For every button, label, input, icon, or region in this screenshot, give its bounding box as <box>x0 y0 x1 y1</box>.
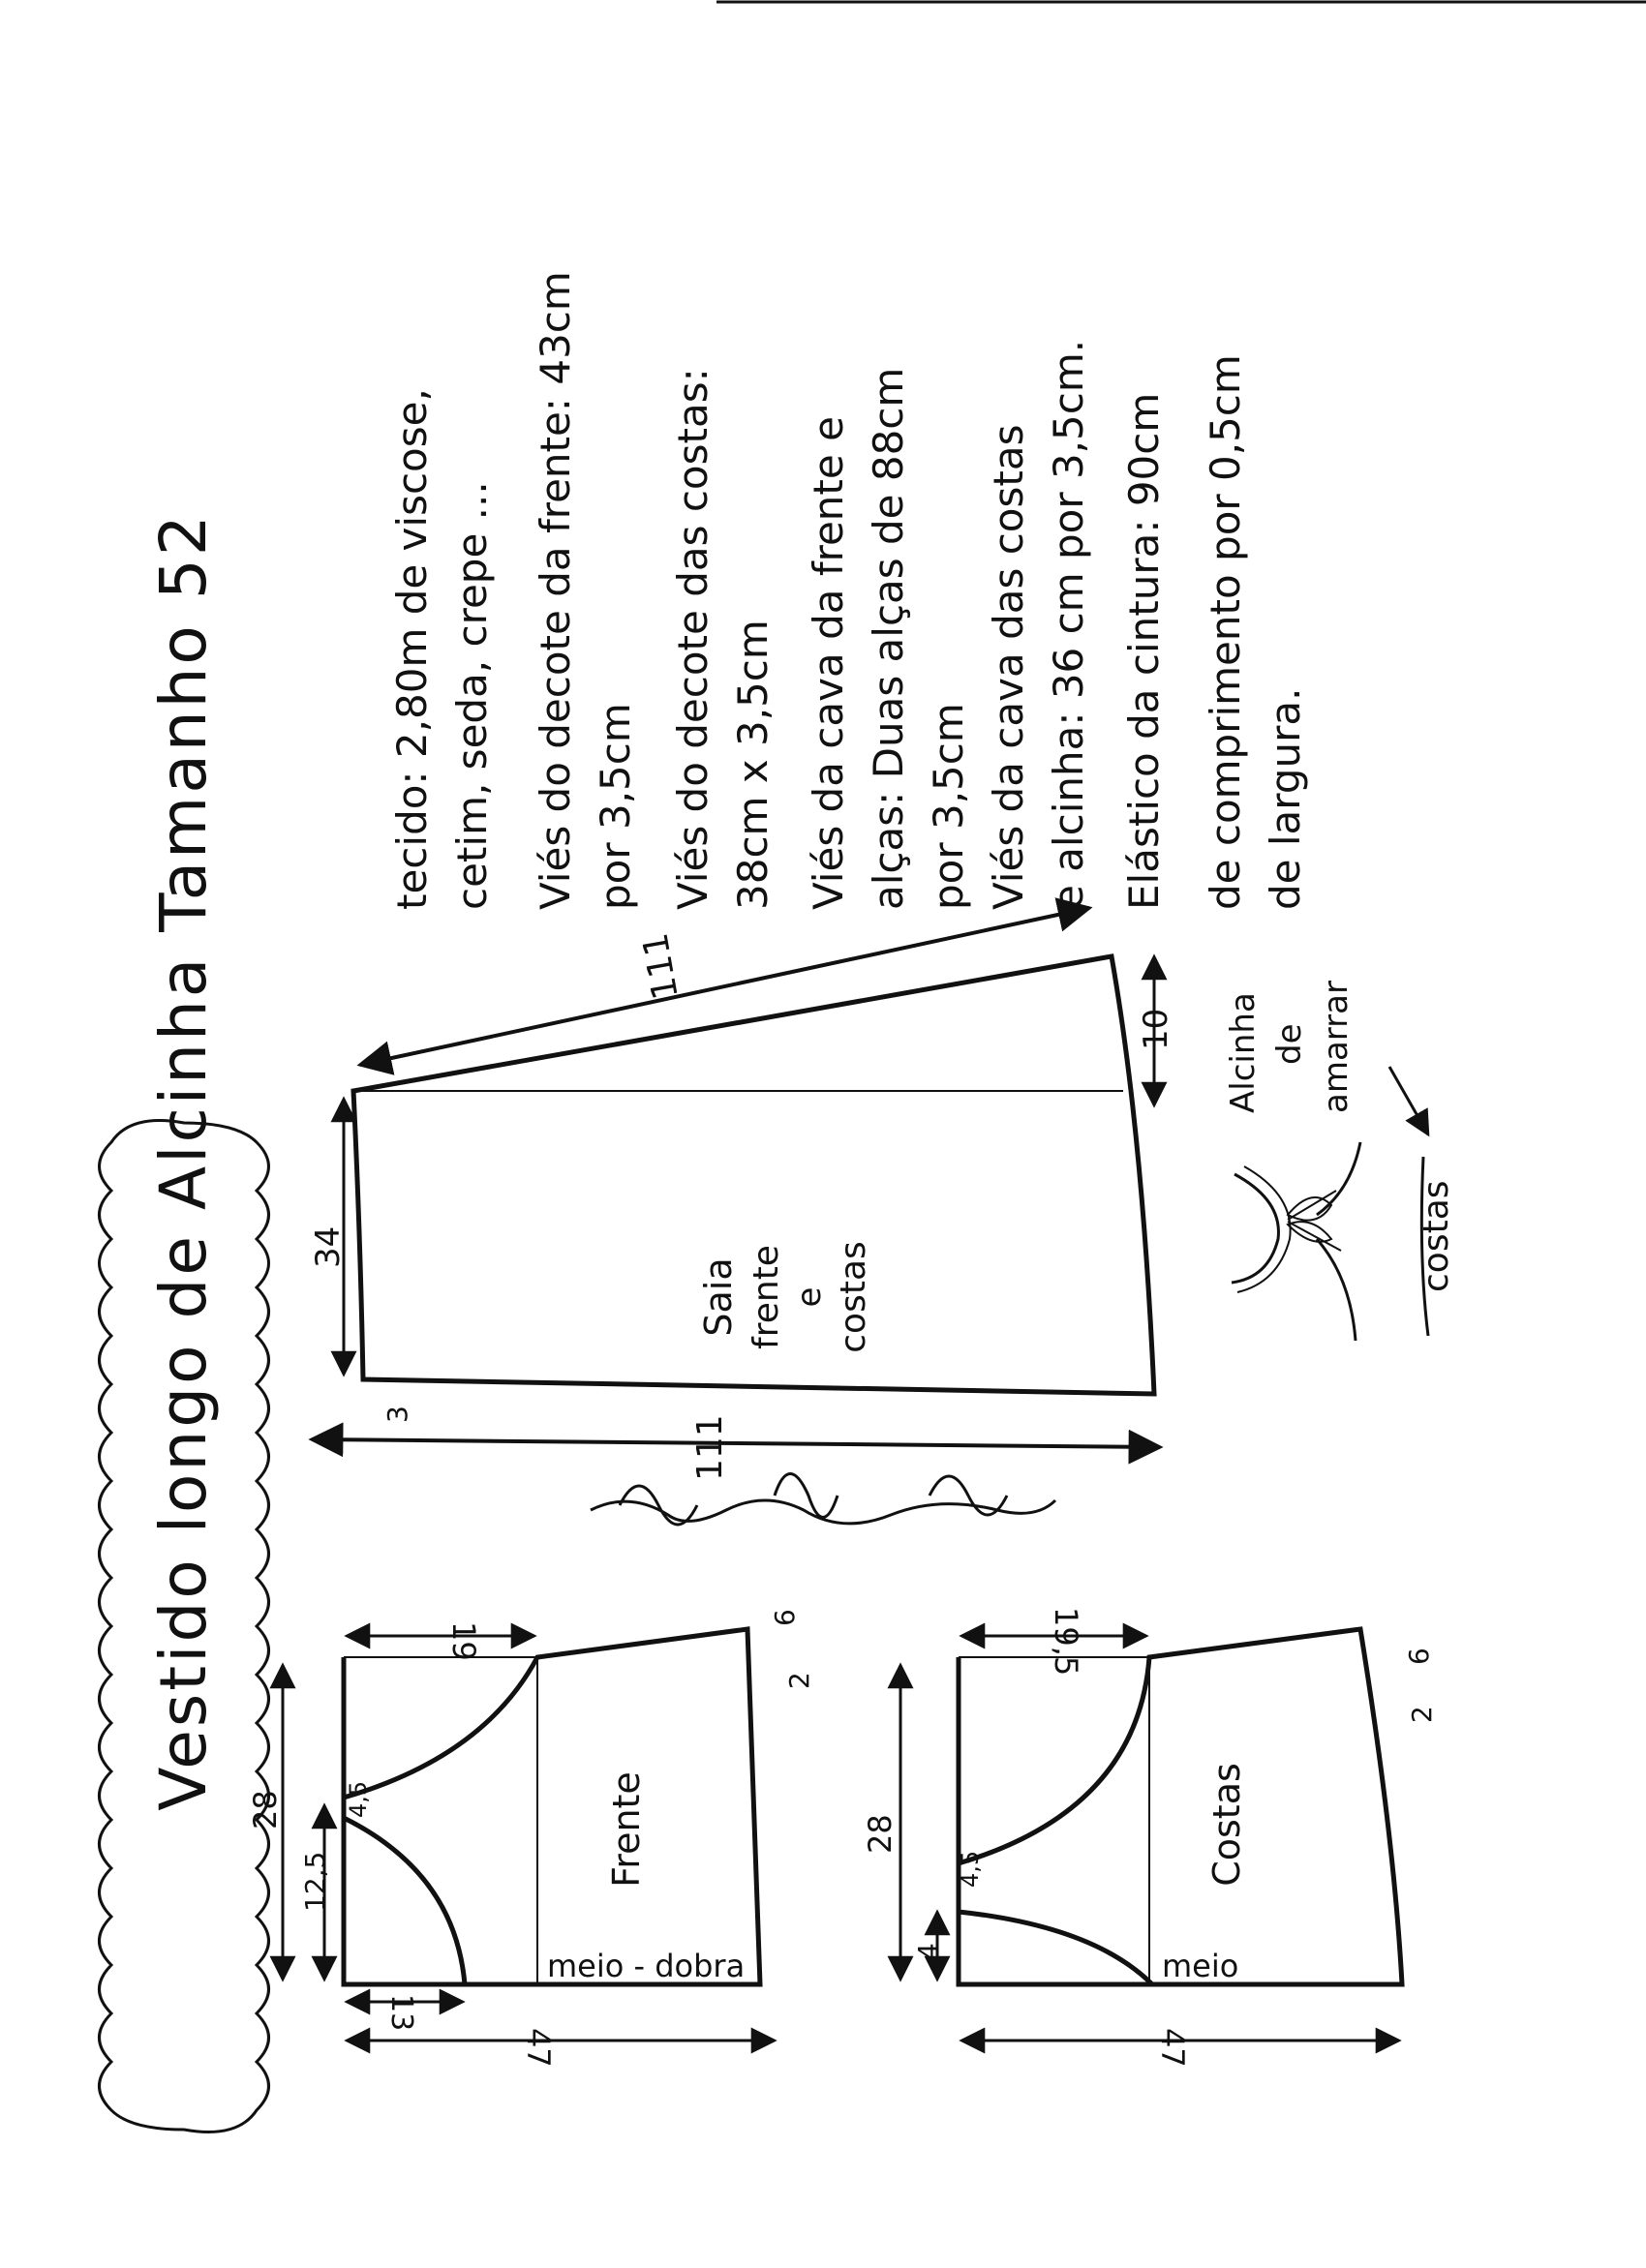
back-point-label: 4,5 <box>957 1850 984 1888</box>
detail-caption-line-3: amarrar <box>1317 981 1356 1113</box>
front-top-dim-label: 19 <box>445 1621 482 1661</box>
note-line-2: cetim, seda, crepe ... <box>448 481 496 910</box>
front-fold-label: meio - dobra <box>547 1948 746 1984</box>
title-group <box>100 512 269 2132</box>
note-line-7: Viés da cava da frente e <box>805 416 852 910</box>
skirt-label-line-3: e <box>790 1286 829 1308</box>
note-line-8: alças: Duas alças de 88cm <box>865 367 912 910</box>
note-line-12: Elástico da cintura: 90cm <box>1120 392 1168 910</box>
back-top-dim-label: 19,5 <box>1048 1607 1084 1677</box>
skirt-corner-dim-label: 3 <box>381 1406 413 1423</box>
back-outline <box>959 1629 1402 1984</box>
skirt-bottom-dim-arrow <box>312 1439 1160 1447</box>
note-line-10: Viés da cava das costas <box>985 424 1032 910</box>
strap-detail <box>1224 981 1456 1341</box>
front-side-dim-a: 6 <box>769 1609 801 1626</box>
skirt-label-line-1: Saia <box>697 1257 740 1337</box>
note-line-6: 38cm x 3,5cm <box>729 620 777 910</box>
note-line-5: Viés do decote das costas: <box>669 368 716 910</box>
front-neck-dim-label: 13 <box>384 1994 418 2032</box>
note-line-3: Viés do decote da frente: 43cm <box>532 271 579 910</box>
note-line-13: de comprimento por 0,5cm <box>1202 354 1249 910</box>
front-armhole-dim-label: 12,5 <box>299 1851 331 1912</box>
skirt-side-dim-label: 34 <box>309 1225 348 1268</box>
front-height-dim-label: 28 <box>247 1790 284 1830</box>
skirt-top-dim-arrow <box>360 908 1089 1065</box>
back-height-dim-label: 28 <box>862 1814 899 1854</box>
skirt-top-dim-label: 111 <box>635 929 686 1003</box>
skirt-piece <box>309 908 1175 1481</box>
front-width-dim-label: 47 <box>520 2028 557 2068</box>
page-title: Vestido longo de Alcinha Tamanho 52 <box>146 512 221 1811</box>
note-line-1: tecido: 2,80m de viscose, <box>388 388 436 910</box>
back-side-dim-a: 6 <box>1403 1648 1435 1665</box>
detail-back-label: costas <box>1417 1180 1456 1292</box>
back-label: Costas <box>1205 1763 1248 1887</box>
detail-caption-line-2: de <box>1270 1023 1309 1065</box>
back-fold-label: meio <box>1162 1948 1239 1984</box>
skirt-label <box>697 1241 873 1353</box>
detail-caption <box>1224 981 1356 1113</box>
signature: Marlene Mukai <box>791 1365 820 1549</box>
front-outline <box>344 1629 760 1984</box>
back-width-dim-label: 47 <box>1154 2028 1191 2068</box>
front-side-dim-b: 2 <box>783 1672 815 1689</box>
detail-neckline <box>1232 1174 1278 1283</box>
front-point-label: 4,5 <box>345 1780 372 1818</box>
back-bodice-piece <box>862 1607 1438 2068</box>
skirt-bottom-dim-label: 111 <box>690 1414 730 1481</box>
skirt-right-dim-label: 10 <box>1137 1008 1175 1050</box>
skirt-label-line-2: frente <box>747 1245 786 1349</box>
signature-scribble <box>591 1474 1055 1526</box>
front-label: Frente <box>605 1771 648 1888</box>
detail-caption-line-1: Alcinha <box>1224 992 1263 1113</box>
note-line-14: de largura. <box>1262 687 1309 910</box>
back-low-dim-label: 4 <box>912 1943 944 1960</box>
back-side-dim-b: 2 <box>1406 1706 1438 1723</box>
note-line-4: por 3,5cm <box>592 703 639 910</box>
detail-back-outline <box>1317 1142 1428 1341</box>
note-line-11: e alcinha: 36 cm por 3,5cm. <box>1045 339 1092 910</box>
detail-pointer-arrow <box>1389 1067 1428 1134</box>
front-bodice-piece <box>247 1609 815 2068</box>
note-line-9: por 3,5cm <box>925 703 972 910</box>
skirt-label-line-4: costas <box>834 1241 873 1353</box>
detail-neckline-inner <box>1237 1166 1291 1292</box>
notes-block <box>388 271 1309 910</box>
